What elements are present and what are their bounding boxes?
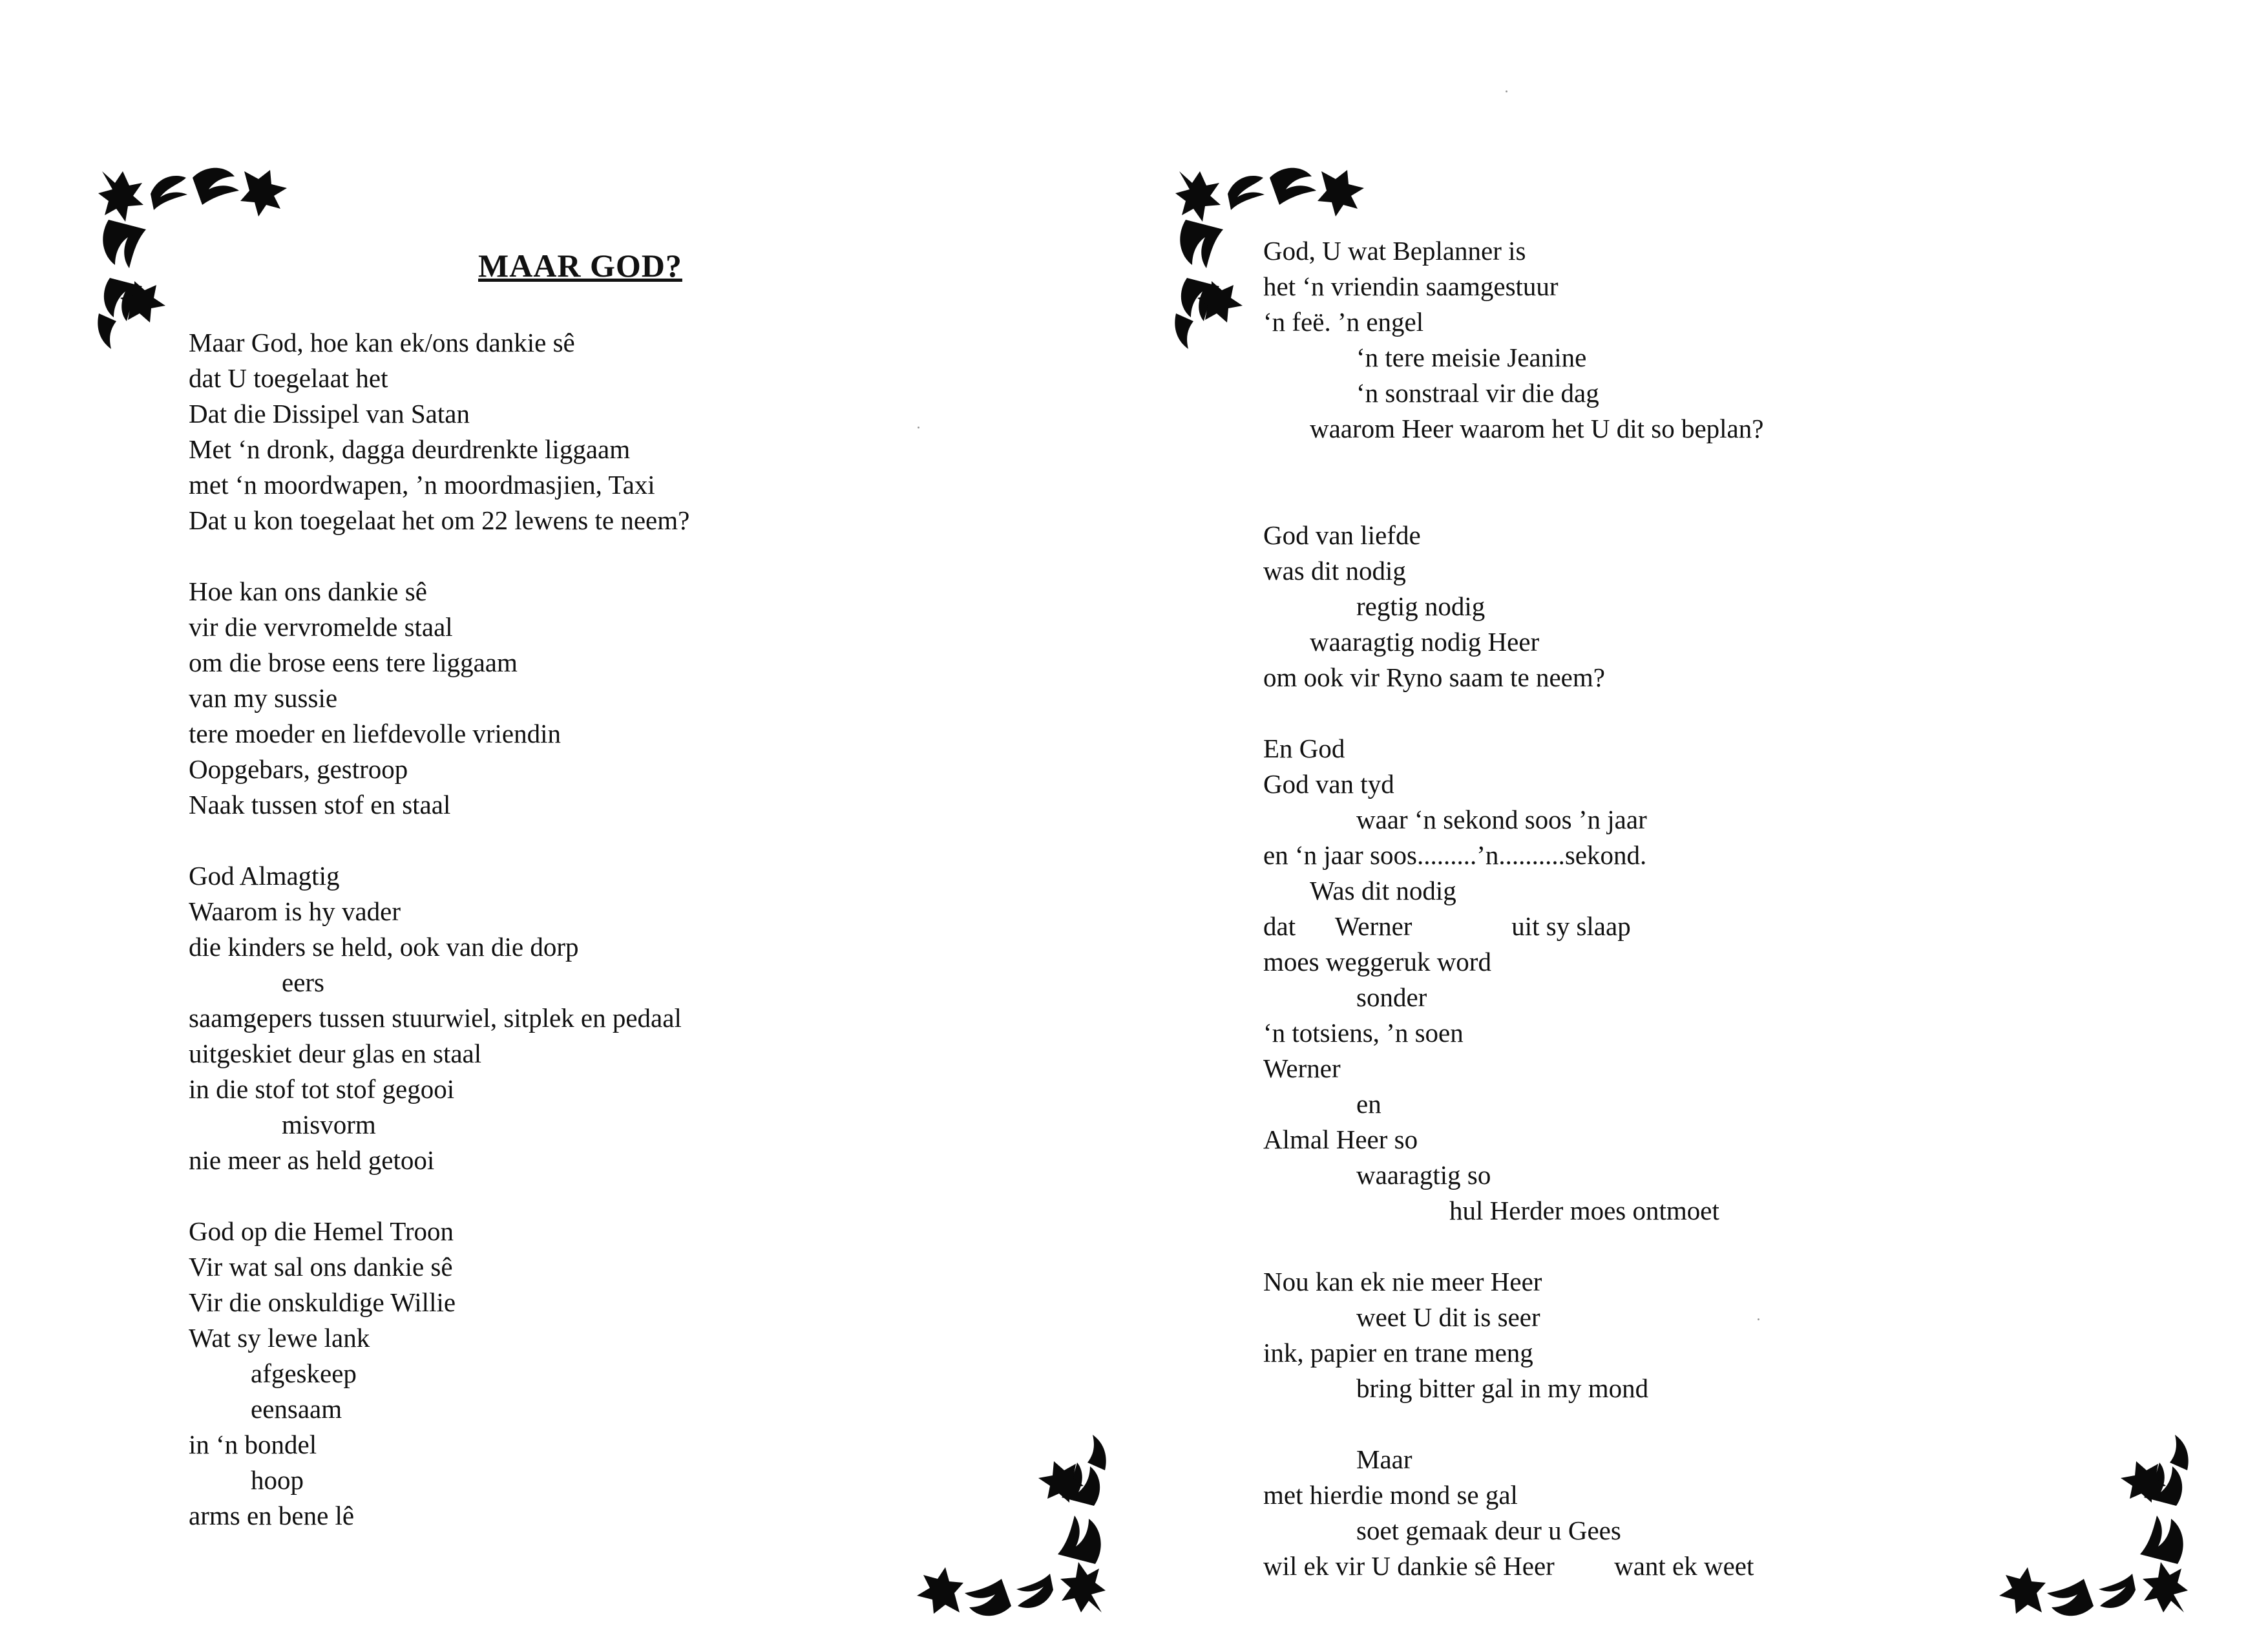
poem-line: en ‘n jaar soos.........’n..........sekond. bbox=[1263, 840, 1647, 870]
poem-line: waaragtig nodig Heer bbox=[1310, 627, 1540, 657]
poem-line: Werner bbox=[1263, 1053, 1341, 1083]
poem-line: Dat die Dissipel van Satan bbox=[189, 399, 470, 428]
poem-line: waarom Heer waarom het U dit so beplan? bbox=[1310, 414, 1764, 443]
poem-line: met hierdie mond se gal bbox=[1263, 1480, 1518, 1510]
poem-line: afgeskeep bbox=[251, 1358, 357, 1388]
poem-line: waaragtig so bbox=[1356, 1160, 1491, 1190]
poem-line: Vir wat sal ons dankie sê bbox=[189, 1252, 453, 1282]
poem-line: in die stof tot stof gegooi bbox=[189, 1074, 455, 1104]
poem-line: Nou kan ek nie meer Heer bbox=[1263, 1267, 1542, 1296]
poem-line: sonder bbox=[1356, 982, 1427, 1012]
poem-line: regtig nodig bbox=[1356, 591, 1486, 621]
scan-speck bbox=[1758, 1318, 1759, 1320]
poem-line: vir die vervromelde staal bbox=[189, 612, 453, 642]
poem-line: uitgeskiet deur glas en staal bbox=[189, 1039, 482, 1068]
poem-line: God Almagtig bbox=[189, 861, 340, 891]
leaf-vine-corner-icon bbox=[914, 1431, 1108, 1625]
poem-line: God van tyd bbox=[1263, 769, 1394, 799]
poem-line: om ook vir Ryno saam te neem? bbox=[1263, 662, 1605, 692]
poem-line: ‘n sonstraal vir die dag bbox=[1356, 378, 1599, 408]
poem-line: Vir die onskuldige Willie bbox=[189, 1287, 456, 1317]
right-page bbox=[1134, 0, 2268, 1648]
poem-line: hul Herder moes ontmoet bbox=[1449, 1196, 1719, 1225]
poem-line: ‘n totsiens, ’n soen bbox=[1263, 1018, 1464, 1048]
leaf-vine-corner-icon bbox=[96, 158, 289, 352]
scan-speck bbox=[1506, 90, 1507, 92]
poem-line: om die brose eens tere liggaam bbox=[189, 648, 518, 677]
poem-line: arms en bene lê bbox=[189, 1501, 355, 1530]
poem-line: Waarom is hy vader bbox=[189, 896, 401, 926]
poem-line: hoop bbox=[251, 1465, 304, 1495]
poem-line: Maar God, hoe kan ek/ons dankie sê bbox=[189, 328, 575, 357]
poem-line: wil ek vir U dankie sê Heer want ek weet bbox=[1263, 1551, 1754, 1581]
poem-line: moes weggeruk word bbox=[1263, 947, 1491, 977]
poem-line: ‘n tere meisie Jeanine bbox=[1356, 343, 1587, 372]
poem-line: die kinders se held, ook van die dorp bbox=[189, 932, 579, 962]
leaf-vine-corner-icon bbox=[1997, 1431, 2190, 1625]
poem-title: MAAR GOD? bbox=[478, 248, 682, 284]
poem-line: God, U wat Beplanner is bbox=[1263, 236, 1526, 266]
poem-line: God van liefde bbox=[1263, 520, 1421, 550]
poem-line: Maar bbox=[1356, 1444, 1412, 1474]
poem-line: Hoe kan ons dankie sê bbox=[189, 576, 427, 606]
poem-line: dat U toegelaat het bbox=[189, 363, 388, 393]
poem-line: ink, papier en trane meng bbox=[1263, 1338, 1533, 1368]
poem-line: en bbox=[1356, 1089, 1381, 1119]
poem-line: waar ‘n sekond soos ’n jaar bbox=[1356, 805, 1647, 834]
poem-line: nie meer as held getooi bbox=[189, 1145, 435, 1175]
poem-line: van my sussie bbox=[189, 683, 338, 713]
poem-line: Met ‘n dronk, dagga deurdrenkte liggaam bbox=[189, 434, 631, 464]
poem-line: bring bitter gal in my mond bbox=[1356, 1373, 1649, 1403]
poem-line: Almal Heer so bbox=[1263, 1125, 1418, 1154]
poem-line: En God bbox=[1263, 734, 1345, 763]
poem-line: soet gemaak deur u Gees bbox=[1356, 1516, 1621, 1545]
poem-line: God op die Hemel Troon bbox=[189, 1216, 454, 1246]
poem-line: Was dit nodig bbox=[1310, 876, 1456, 905]
poem-line: Naak tussen stof en staal bbox=[189, 790, 451, 819]
poem-line: eensaam bbox=[251, 1394, 342, 1424]
poem-line: Dat u kon toegelaat het om 22 lewens te neem? bbox=[189, 505, 690, 535]
poem-line: het ‘n vriendin saamgestuur bbox=[1263, 271, 1559, 301]
poem-line: ‘n feë. ’n engel bbox=[1263, 307, 1424, 337]
poem-line: dat Werner uit sy slaap bbox=[1263, 911, 1631, 941]
poem-line: weet U dit is seer bbox=[1356, 1302, 1540, 1332]
poem-line: saamgepers tussen stuurwiel, sitplek en pedaal bbox=[189, 1003, 682, 1033]
poem-line: misvorm bbox=[282, 1110, 376, 1139]
poem-line: Oopgebars, gestroop bbox=[189, 754, 408, 784]
poem-line: was dit nodig bbox=[1263, 556, 1406, 586]
poem-line: in ‘n bondel bbox=[189, 1430, 317, 1459]
poem-line: eers bbox=[282, 967, 325, 997]
scan-speck bbox=[918, 427, 919, 428]
poem-line: tere moeder en liefdevolle vriendin bbox=[189, 719, 562, 748]
poem-line: met ‘n moordwapen, ’n moordmasjien, Taxi bbox=[189, 470, 655, 500]
poem-line: Wat sy lewe lank bbox=[189, 1323, 370, 1353]
